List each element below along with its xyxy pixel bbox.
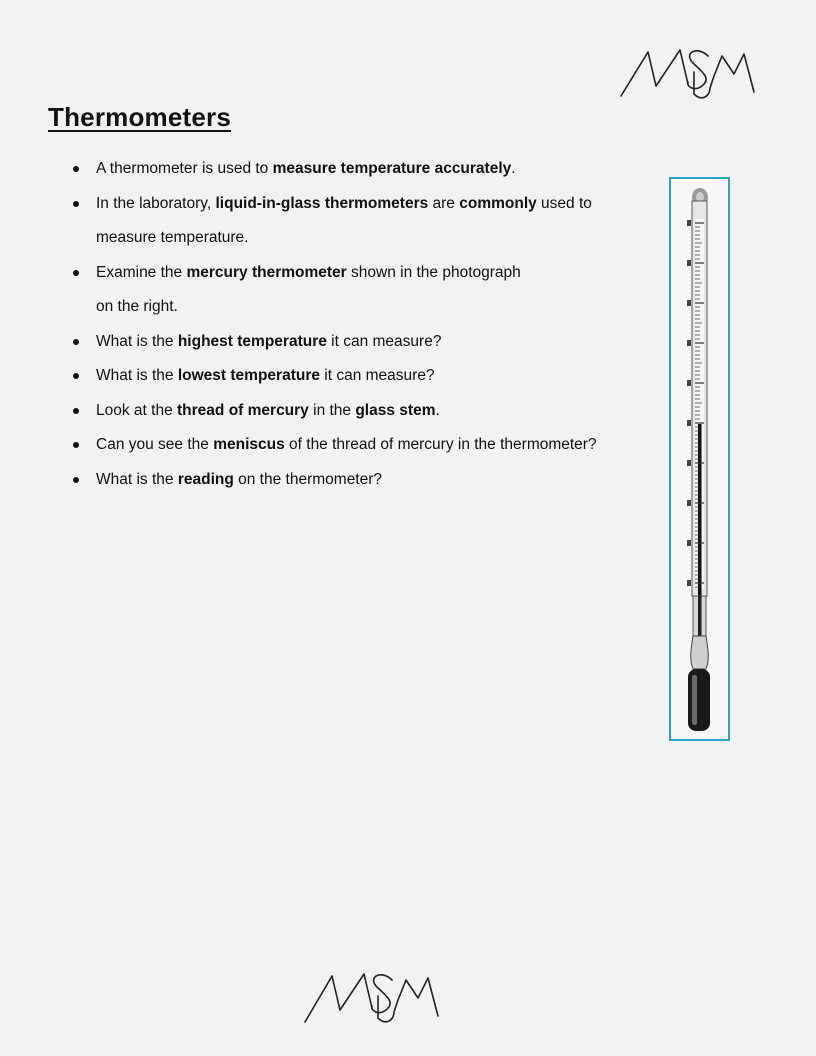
- scale-mark: [687, 260, 691, 266]
- bullet-text: on the thermometer?: [233, 470, 383, 488]
- bold-term: lowest temperature: [177, 367, 320, 384]
- msm-logo-bottom: [302, 966, 442, 1026]
- bullet-text: A thermometer is used to: [96, 160, 273, 177]
- bullet-text: .: [511, 160, 516, 177]
- bullet-text: it can measure?: [326, 332, 442, 350]
- scale-mark: [687, 460, 691, 466]
- bold-term: reading: [177, 470, 234, 488]
- msm-logo-icon: [618, 44, 758, 102]
- bullet-item: [70, 325, 660, 360]
- bullet-text: Examine the: [96, 263, 187, 281]
- msm-logo-icon: [302, 966, 442, 1026]
- bullet-item: [70, 463, 660, 498]
- mercury-thermometer-icon: [671, 179, 728, 739]
- bullet-text: on the right.: [96, 298, 178, 315]
- bold-term: measure temperature accurately: [272, 160, 512, 177]
- scale-mark: [687, 540, 691, 546]
- bold-term: liquid-in-glass thermometers: [215, 194, 429, 212]
- page-title: Thermometers: [48, 102, 232, 132]
- scale-mark: [687, 220, 691, 226]
- bullet-text: What is the: [96, 470, 178, 488]
- bullet-item: [70, 428, 660, 463]
- bold-term: glass stem: [355, 401, 436, 419]
- scale-mark: [687, 500, 691, 506]
- bullet-text: What is the: [96, 332, 178, 350]
- bold-term: mercury thermometer: [186, 263, 347, 281]
- bold-term: commonly: [459, 194, 537, 212]
- scale-mark: [687, 580, 691, 586]
- bullet-text: of the thread of mercury in the thermometer?: [284, 436, 597, 453]
- bullet-text: In the laboratory,: [96, 194, 216, 212]
- scale-mark: [687, 340, 691, 346]
- bold-term: highest temperature: [177, 332, 327, 350]
- msm-logo-top: [618, 44, 758, 102]
- bold-term: thread of mercury: [177, 401, 309, 419]
- bullet-item: [70, 187, 660, 256]
- bullet-text: it can measure?: [319, 367, 435, 384]
- thermometer-photo: [669, 177, 730, 741]
- bullet-item: [70, 394, 660, 429]
- bullet-text: What is the: [96, 367, 178, 384]
- bullet-item: [70, 359, 660, 394]
- bullet-text: used to: [536, 194, 592, 212]
- bullet-text: shown in the photograph: [346, 263, 521, 281]
- scale-mark: [687, 420, 691, 426]
- bullet-list: [70, 152, 660, 497]
- bullet-text: measure temperature.: [96, 229, 249, 246]
- scale-mark: [687, 380, 691, 386]
- bullet-text: .: [435, 401, 440, 419]
- bullet-text: in the: [308, 401, 356, 419]
- bullet-text: are: [428, 194, 460, 212]
- bold-term: meniscus: [213, 436, 285, 453]
- scale-mark: [687, 300, 691, 306]
- bullet-text: Can you see the: [96, 436, 214, 453]
- bullet-item: [70, 256, 660, 325]
- bullet-text: Look at the: [96, 401, 178, 419]
- bullet-item: [70, 152, 660, 187]
